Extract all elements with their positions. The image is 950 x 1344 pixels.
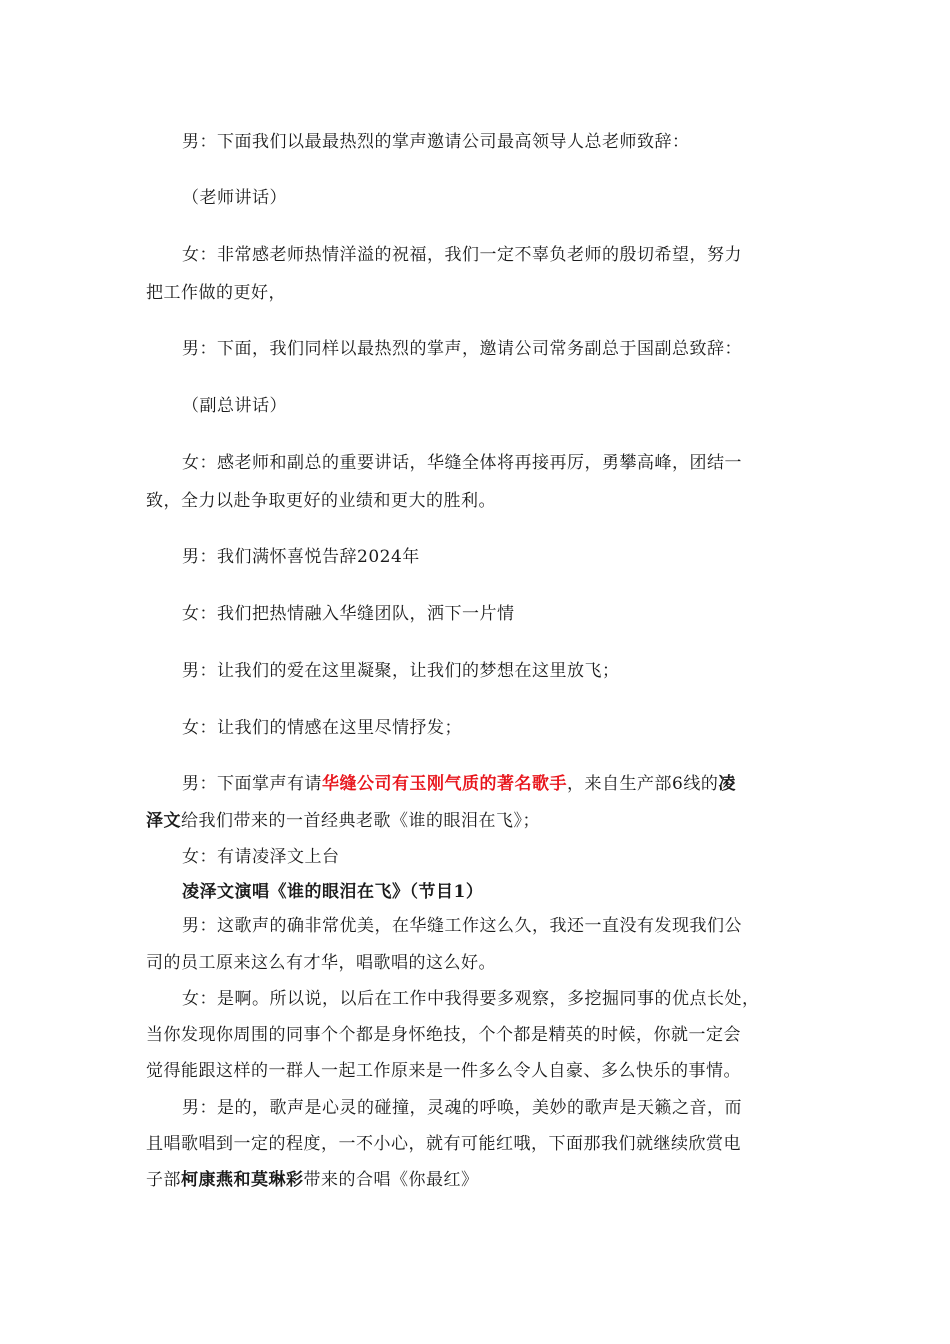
paragraph-male-invite-ceo: 男：下面我们以最最热烈的掌声邀请公司最高领导人总老师致辞：	[182, 132, 690, 152]
paragraph-line: 泽文给我们带来的一首经典老歌《谁的眼泪在飞》；	[146, 811, 540, 831]
paragraph-line: 子部柯康燕和莫琳彩带来的合唱《你最红》	[146, 1170, 479, 1190]
paragraph-line: 当你发现你周围的同事个个都是身怀绝技，个个都是精英的时候，你就一定会	[146, 1025, 741, 1045]
stage-note-vp-speech: （副总讲话）	[182, 396, 287, 416]
paragraph-male-dream: 男：让我们的爱在这里凝聚，让我们的梦想在这里放飞；	[182, 661, 620, 681]
paragraph-line: 男：下面掌声有请华缝公司有玉刚气质的著名歌手，来自生产部6线的凌	[182, 774, 736, 794]
stage-note-teacher-speech: （老师讲话）	[182, 188, 287, 208]
paragraph-line: 觉得能跟这样的一群人一起工作原来是一件多么令人自豪、多么快乐的事情。	[146, 1061, 741, 1081]
paragraph-female-emotion: 女：让我们的情感在这里尽情抒发；	[182, 718, 462, 738]
paragraph-line: 男：是的，歌声是心灵的碰撞，灵魂的呼唤，美妙的歌声是天籁之音，而	[182, 1098, 742, 1118]
paragraph-male-farewell: 男：我们满怀喜悦告辞2024年	[182, 547, 420, 567]
singer-name-part: 泽文	[146, 811, 181, 831]
paragraph-line: 女：感老师和副总的重要讲话，华缝全体将再接再厉，勇攀高峰，团结一	[182, 453, 742, 473]
highlight-singer-title: 华缝公司有玉刚气质的著名歌手	[322, 774, 567, 794]
program-heading-1: 凌泽文演唱《谁的眼泪在飞》（节目1）	[182, 882, 484, 902]
singer-name-part: 凌	[718, 774, 736, 794]
paragraph-line: 男：这歌声的确非常优美，在华缝工作这么久，我还一直没有发现我们公	[182, 916, 742, 936]
paragraph-female-team: 女：我们把热情融入华缝团队，洒下一片情	[182, 604, 515, 624]
paragraph-line: 女：非常感老师热情洋溢的祝福，我们一定不辜负老师的殷切希望，努力	[182, 245, 742, 265]
paragraph-line: 把工作做的更好，	[146, 283, 286, 303]
paragraph-line: 女：是啊。所以说，以后在工作中我得要多观察，多挖掘同事的优点长处，	[182, 989, 760, 1009]
paragraph-male-invite-vp: 男：下面，我们同样以最热烈的掌声，邀请公司常务副总于国副总致辞：	[182, 339, 742, 359]
paragraph-line: 且唱歌唱到一定的程度，一不小心，就有可能红哦，下面那我们就继续欣赏电	[146, 1134, 741, 1154]
paragraph-line: 致，全力以赴争取更好的业绩和更大的胜利。	[146, 491, 496, 511]
paragraph-female-invite-stage: 女：有请凌泽文上台	[182, 847, 340, 867]
duet-singer-names: 柯康燕和莫琳彩	[181, 1170, 304, 1190]
paragraph-line: 司的员工原来这么有才华，唱歌唱的这么好。	[146, 953, 496, 973]
